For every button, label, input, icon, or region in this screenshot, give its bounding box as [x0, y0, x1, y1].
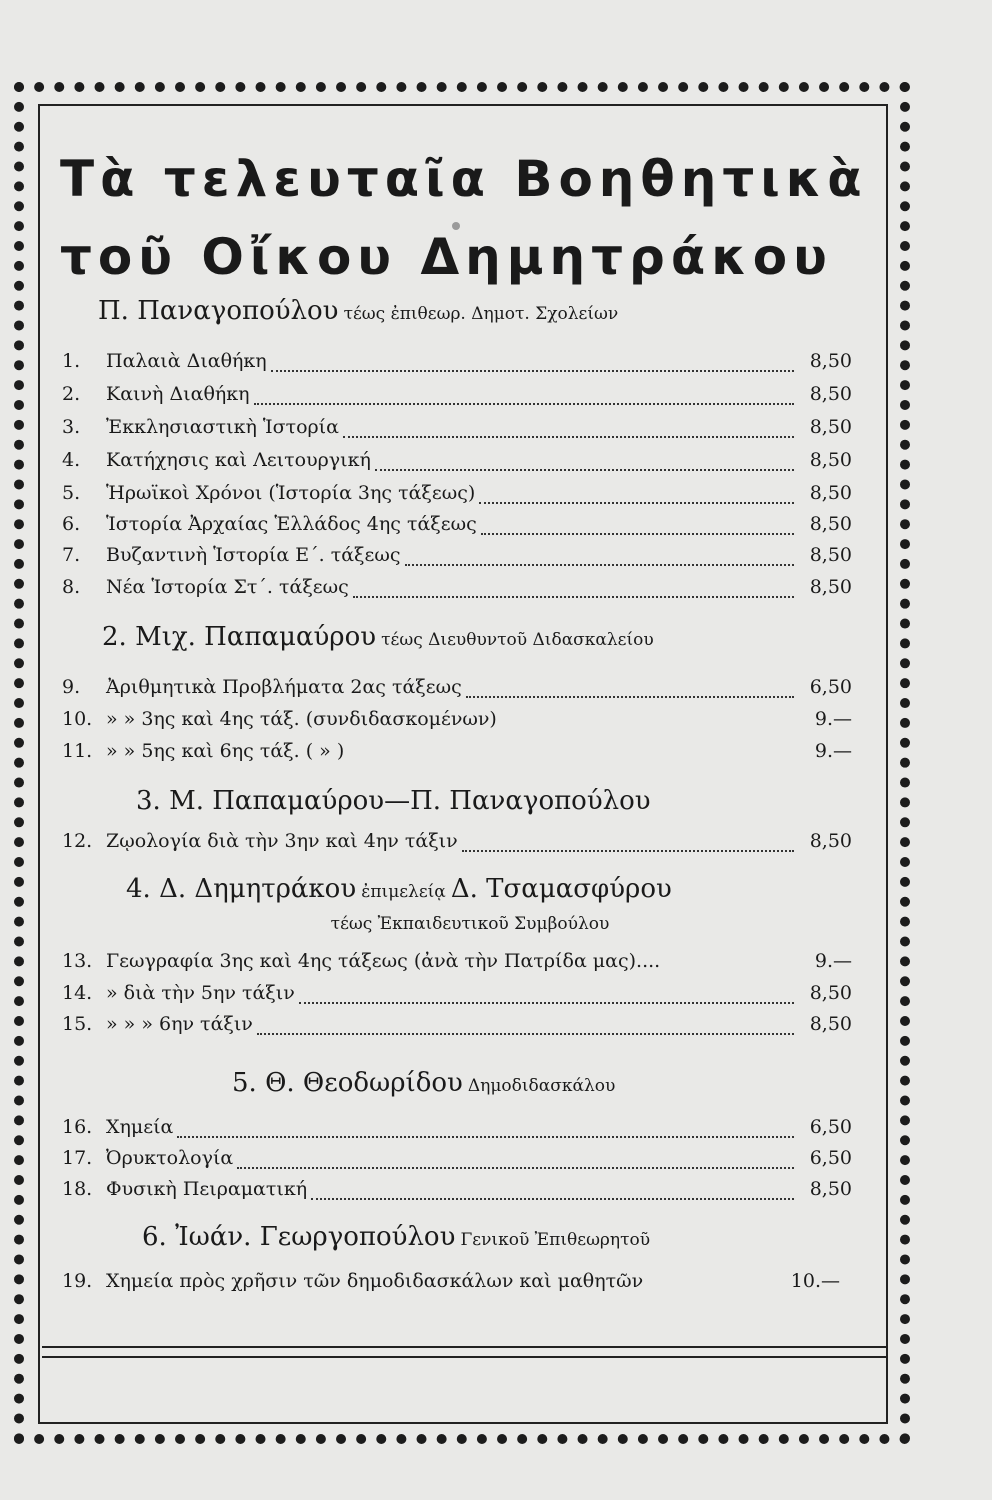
section-author: 4. Δ. Δημητράκου ἐπιμελείᾳ Δ. Τσαμασφύρου	[126, 874, 672, 904]
list-item: 10. » » 3ης καὶ 4ης τάξ. (συνδιδασκομένων) 9.—	[62, 708, 852, 730]
list-item: 16. Χημεία 6,50	[62, 1116, 852, 1138]
list-item: 12. Ζῳολογία διὰ τὴν 3ην καὶ 4ην τάξιν 8,50	[62, 830, 852, 852]
section-role: τέως Ἐκπαιδευτικοῦ Συμβούλου	[330, 914, 610, 934]
bottom-rule	[42, 1356, 888, 1358]
title-line-1: Τὰ τελευταῖα Βοηθητικὰ	[60, 150, 868, 208]
list-item: 3. Ἐκκλησιαστικὴ Ἱστορία 8,50	[62, 416, 852, 438]
list-item: 19. Χημεία πρὸς χρῆσιν τῶν δημοδιδασκάλων καὶ μαθητῶν 10.—	[62, 1270, 840, 1292]
section-author: Π. Παναγοπούλου τέως ἐπιθεωρ. Δημοτ. Σχολείων	[98, 296, 619, 326]
section-author: 6. Ἰωάν. Γεωργοπούλου Γενικοῦ Ἐπιθεωρητοῦ	[142, 1222, 651, 1252]
list-item: 2. Καινὴ Διαθήκη 8,50	[62, 383, 852, 405]
section-author: 2. Μιχ. Παπαμαύρου τέως Διευθυντοῦ Διδασκαλείου	[102, 622, 654, 652]
list-item: 9. Ἀριθμητικὰ Προβλήματα 2ας τάξεως 6,50	[62, 676, 852, 698]
list-item: 15. » » » 6ην τάξιν 8,50	[62, 1013, 852, 1035]
list-item: 1. Παλαιὰ Διαθήκη 8,50	[62, 350, 852, 372]
list-item: 7. Βυζαντινὴ Ἱστορία Ε΄. τάξεως 8,50	[62, 544, 852, 566]
list-item: 5. Ἡρωϊκοὶ Χρόνοι (Ἱστορία 3ης τάξεως) 8,50	[62, 482, 852, 504]
list-item: 13. Γεωγραφία 3ης καὶ 4ης τάξεως (ἀνὰ τὴν Πατρίδα μας).... 9.—	[62, 950, 852, 972]
section-author: 3. Μ. Παπαμαύρου—Π. Παναγοπούλου	[136, 786, 651, 816]
list-item: 17. Ὀρυκτολογία 6,50	[62, 1147, 852, 1169]
list-item: 18. Φυσικὴ Πειραματική 8,50	[62, 1178, 852, 1200]
list-item: 4. Κατήχησις καὶ Λειτουργική 8,50	[62, 449, 852, 471]
bottom-rule	[42, 1346, 888, 1348]
list-item: 6. Ἱστορία Ἀρχαίας Ἑλλάδος 4ης τάξεως 8,50	[62, 513, 852, 535]
list-item: 11. » » 5ης καὶ 6ης τάξ. ( » ) 9.—	[62, 740, 852, 762]
list-item: 8. Νέα Ἱστορία Στ΄. τάξεως 8,50	[62, 576, 852, 598]
section-author: 5. Θ. Θεοδωρίδου Δημοδιδασκάλου	[232, 1068, 616, 1098]
title-line-2: τοῦ Οἴκου Δημητράκου	[60, 228, 833, 286]
list-item: 14. » διὰ τὴν 5ην τάξιν 8,50	[62, 982, 852, 1004]
